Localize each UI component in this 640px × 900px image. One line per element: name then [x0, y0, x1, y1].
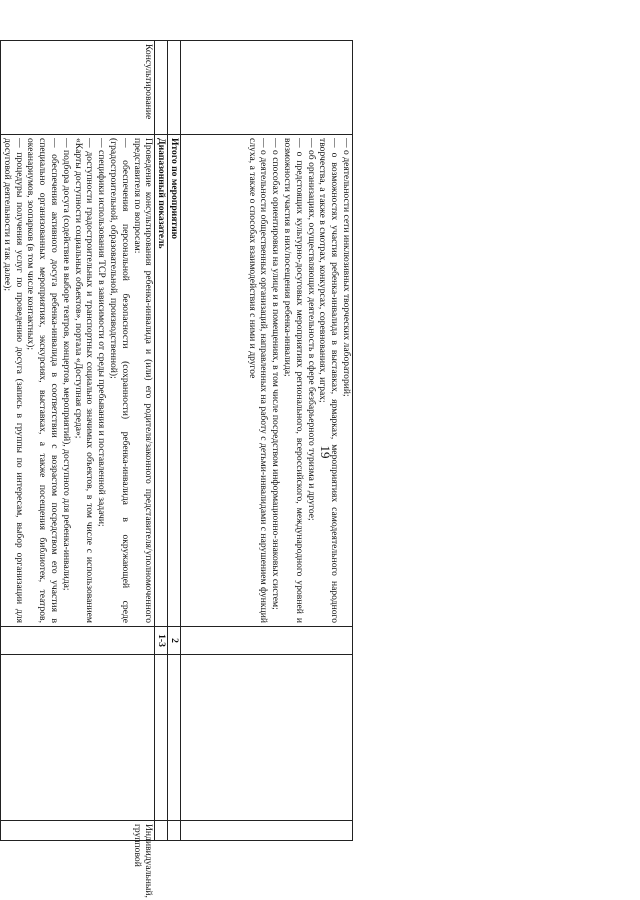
- list-item: — о деятельности общественных организаций, направленных на работу с детьми-инвалидами с нарушением функций слуха, а также о способах взаимодействия с ними и другое: [246, 138, 270, 623]
- count-cell: [181, 627, 353, 655]
- list-item: — процедуры получения услуг по проведению досуга (запись в группы по интересам, выбор организации для досуговой деятельности и так далее);: [1, 138, 25, 623]
- service-name-cell: [168, 41, 181, 135]
- notes-cell: [168, 655, 181, 821]
- list-item: Проведение консультирования ребенка-инвалида и (или) его родителя/законного представителя/уполномоченного представителя по вопросам:: [131, 138, 155, 623]
- list-item: — о способах ориентировки на улице и в помещениях, в том числе посредством информационно-знаковых систем;: [270, 138, 282, 610]
- list-item: — о возможностях участия ребенка-инвалида в выставках, ярмарках, мероприятиях самодеятельного народного творчества, а также в смотрах, конкурсах, соревнованиях, играх;: [317, 138, 341, 623]
- list-item: — об организациях, осуществляющих деятельность в сфере безбарьерного туризма и другое;: [305, 138, 317, 521]
- list-item: — обеспечения персональной безопасности (сохранности) ребенка-инвалида в окружающей среде (градостроительной, образовательной, производственной);: [108, 138, 131, 623]
- list-item: — доступности градостроительных и транспортных социально значимых объектов, в том числе с использованием «Карты доступности социальных объектов», портала «Доступная среда»;: [72, 138, 96, 623]
- form-cell: [181, 821, 353, 841]
- form-cell: Индивидуальный, групповой: [1, 821, 155, 841]
- form-cell: [155, 821, 168, 841]
- list-item: — подбора досуга (содействие в выборе театров, концертов, мероприятий), доступного для ребенка-инвалида;: [60, 138, 72, 591]
- description-cell: [181, 135, 353, 627]
- range-label: Диапазонный показатель: [155, 135, 168, 627]
- count-cell: [1, 627, 155, 655]
- page-number: 19: [318, 445, 333, 459]
- rotated-document: [1, 40, 353, 898]
- list-item: — специфики использования ТСР в зависимости от среды пребывания и поставленной задачи;: [96, 138, 108, 527]
- services-table: [0, 40, 353, 898]
- notes-cell: [1, 655, 155, 821]
- table-row: [168, 41, 181, 841]
- total-label: Итого по мероприятию: [168, 135, 181, 627]
- form-cell: [168, 821, 181, 841]
- table-row: [1, 41, 155, 841]
- service-name-cell: [181, 41, 353, 135]
- description-cell: [1, 135, 155, 627]
- service-name-cell: [155, 41, 168, 135]
- table-row: [181, 41, 353, 841]
- service-name-cell: Консультирование: [1, 41, 155, 135]
- list-item: — о деятельности сети инклюзивных творческих лабораторий;: [341, 138, 352, 397]
- notes-cell: [181, 655, 353, 821]
- table-row: [155, 41, 168, 841]
- total-value: 2: [168, 627, 181, 655]
- notes-cell: [155, 655, 168, 821]
- list-item: — о предстоящих культурно-досуговых мероприятиях регионального, всероссийского, международного уровней и возможности участия в них/посещения ребенка-инвалида;: [282, 138, 305, 623]
- range-value: 1-3: [155, 627, 168, 655]
- list-item: — обеспечения активного досуга ребенка-инвалида в соответствии с возрастом посредством его участия в специально организованных мероприятиях, экскурсиях, выставках, а также посещения библиотек, театров, океанариумов, зоопарков (в том числе контактных);: [25, 138, 61, 623]
